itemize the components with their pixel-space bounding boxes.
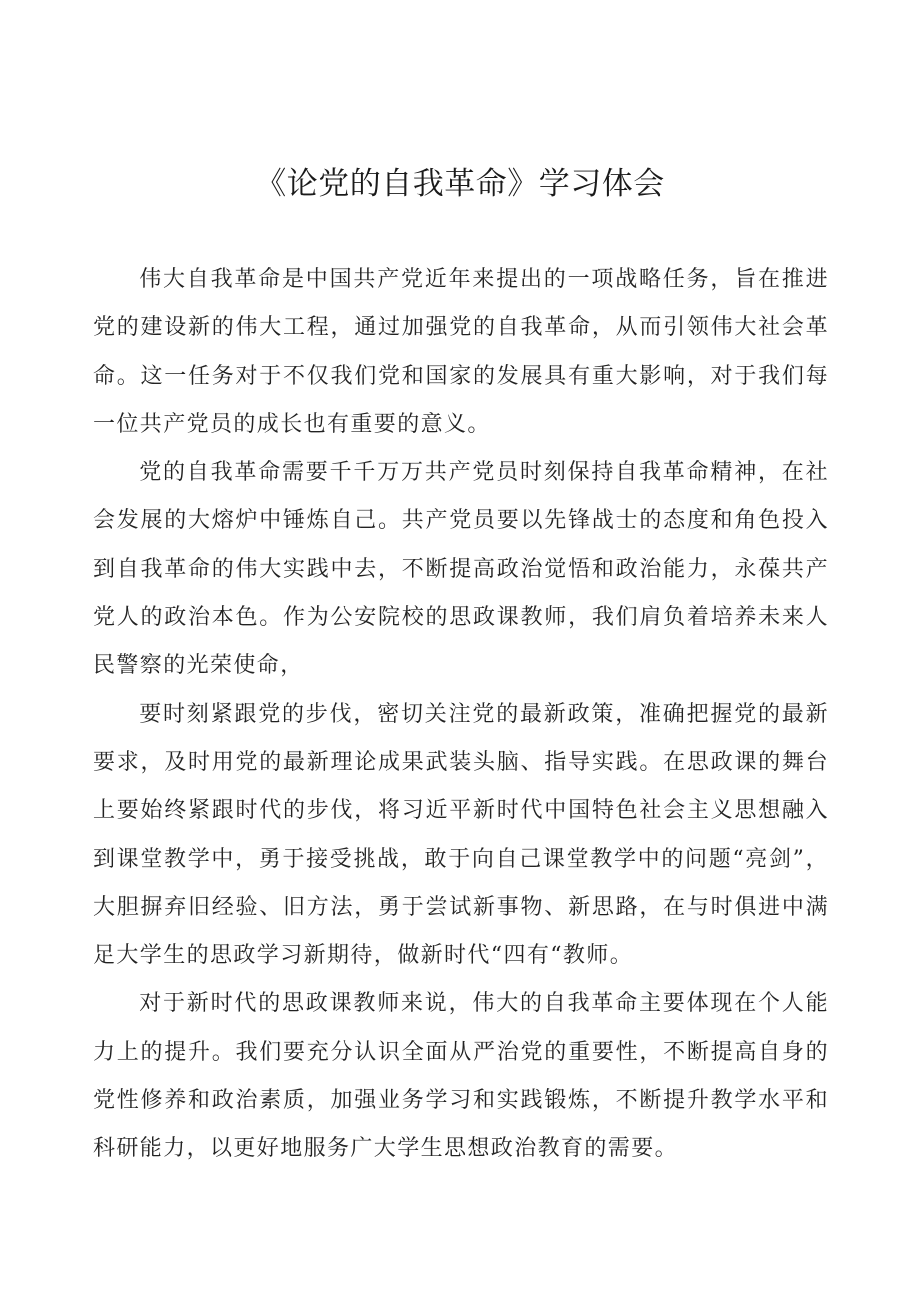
paragraph-4: 对于新时代的思政课教师来说，伟大的自我革命主要体现在个人能力上的提升。我们要充分认识全面从严治党的重要性，不断提高自身的党性修养和政治素质，加强业务学习和实践锻炼，不断提升教学水平和科研能力，以更好地服务广大学生思想政治教育的需要。 <box>93 991 829 1162</box>
paragraph-2: 党的自我革命需要千千万万共产党员时刻保持自我革命精神，在社会发展的大熔炉中锤炼自己。共产党员要以先锋战士的态度和角色投入到自我革命的伟大实践中去，不断提高政治觉悟和政治能力，永葆共产党人的政治本色。作为公安院校的思政课教师，我们肩负着培养未来人民警察的光荣使命， <box>93 460 829 679</box>
document-body <box>93 256 829 1174</box>
paragraph-1: 伟大自我革命是中国共产党近年来提出的一项战略任务，旨在推进党的建设新的伟大工程，通过加强党的自我革命，从而引领伟大社会革命。这一任务对于不仅我们党和国家的发展具有重大影响，对于我们每一位共产党员的成长也有重要的意义。 <box>93 267 829 437</box>
document-title: 《论党的自我革命》学习体会 <box>255 166 665 202</box>
paragraph-3: 要时刻紧跟党的步伐，密切关注党的最新政策，准确把握党的最新要求，及时用党的最新理论成果武装头脑、指导实践。在思政课的舞台上要始终紧跟时代的步伐，将习近平新时代中国特色社会主义思想融入到课堂教学中，勇于接受挑战，敢于向自己课堂教学中的问题“亮剑”，大胆摒弃旧经验、旧方法，勇于尝试新事物、新思路，在与时俱进中满足大学生的思政学习新期待，做新时代“四有“教师。 <box>93 701 829 969</box>
